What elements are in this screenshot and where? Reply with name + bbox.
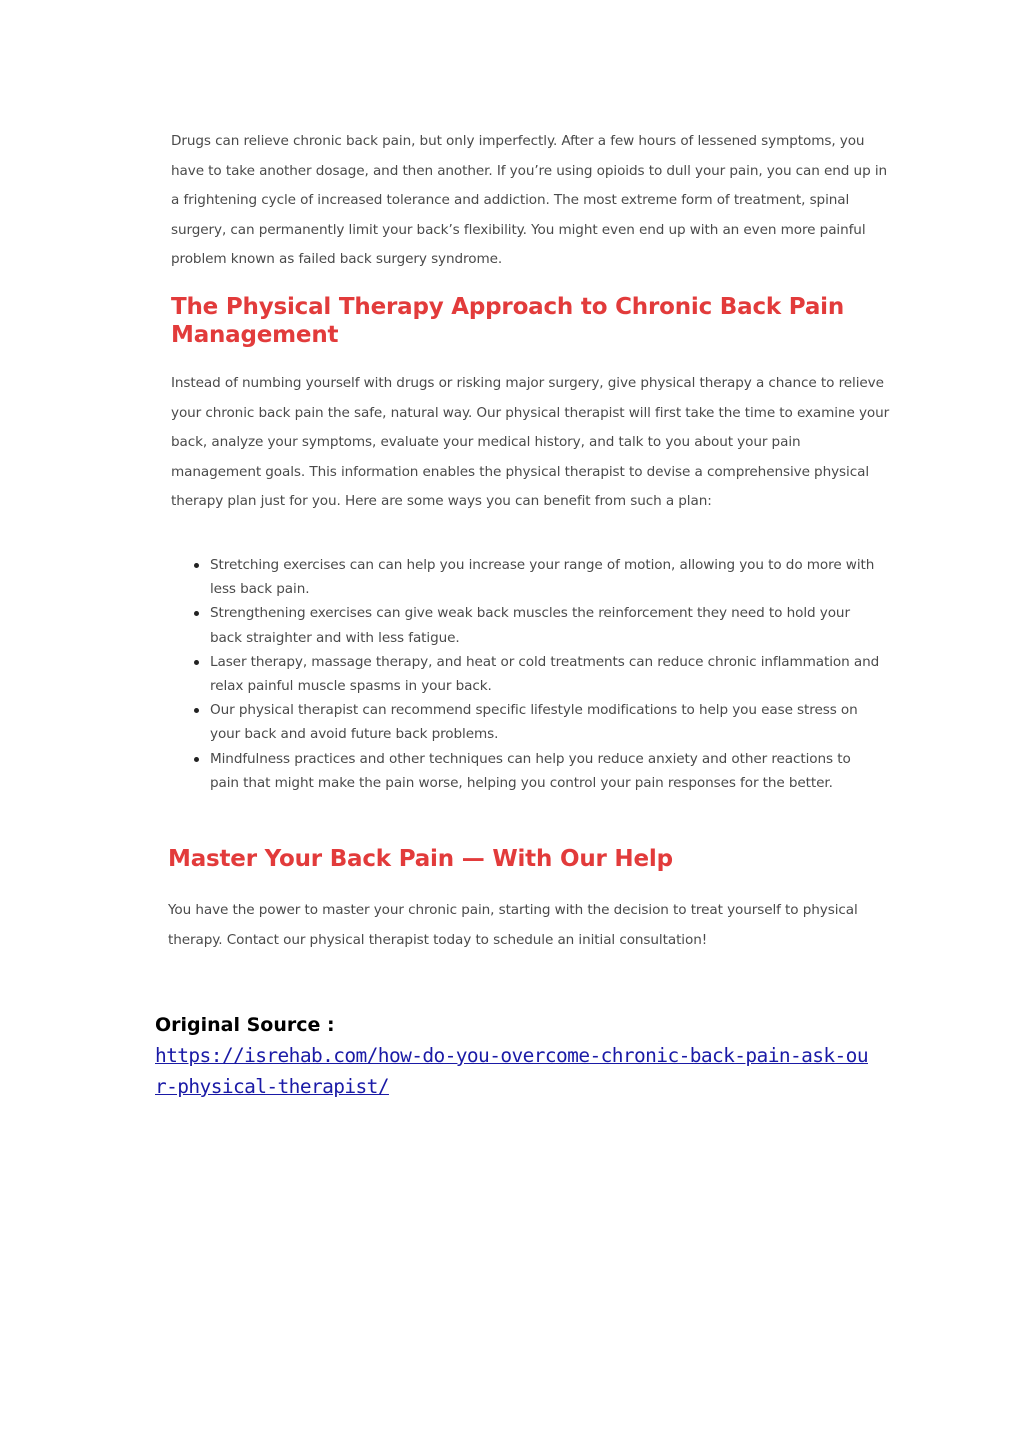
benefits-list [191, 553, 881, 795]
list-item [191, 553, 881, 601]
list-item-text: Laser therapy, massage therapy, and heat or cold treatments can reduce chronic inflammation and relax painful muscle spasms in your back. [210, 653, 880, 695]
bullet-icon [194, 563, 199, 568]
bullet-icon [194, 611, 199, 616]
heading-master-back-pain: Master Your Back Pain — With Our Help [168, 846, 673, 872]
bullet-icon [194, 708, 199, 713]
list-item-text: Stretching exercises can can help you increase your range of motion, allowing you to do more with less back pain. [210, 557, 875, 598]
list-item-text: Mindfulness practices and other techniques can help you reduce anxiety and other reactions to pain that might make the pain worse, helping you control your pain responses for the better. [210, 750, 851, 791]
list-item [191, 698, 881, 746]
paragraph-master: You have the power to master your chronic pain, starting with the decision to treat yourself to physical therapy. Contact our physical therapist today to schedule an initial consultation! [168, 902, 858, 948]
paragraph-drugs: Drugs can relieve chronic back pain, but only imperfectly. After a few hours of lessened symptoms, you have to take another dosage, and then another. If you’re using opioids to dull your pain, you can end up in a frightening cycle of increased tolerance and addiction. The most extreme form of treatment, spinal surgery, can permanently limit your back’s flexibility. You might even end up with an even more painful problem known as failed back surgery syndrome. [171, 133, 888, 268]
list-item [191, 747, 881, 795]
original-source-label: Original Source : [155, 1014, 335, 1036]
heading-physical-therapy-approach: The Physical Therapy Approach to Chronic Back Pain Management [171, 294, 845, 348]
bullet-icon [194, 757, 199, 762]
list-item [191, 601, 881, 649]
list-item-text: Our physical therapist can recommend specific lifestyle modifications to help you ease stress on your back and avoid future back problems. [210, 702, 858, 743]
list-item-text: Strengthening exercises can give weak back muscles the reinforcement they need to hold your back straighter and with less fatigue. [210, 605, 850, 646]
original-source-link[interactable]: https://isrehab.com/how-do-you-overcome-chronic-back-pain-ask-our-physical-therapist/ [155, 1044, 868, 1098]
bullet-icon [194, 660, 199, 665]
list-item [191, 650, 881, 698]
paragraph-approach: Instead of numbing yourself with drugs or risking major surgery, give physical therapy a chance to relieve your chronic back pain the safe, natural way. Our physical therapist will first take the time to examine your back, analyze your symptoms, evaluate your medical history, and talk to you about your pain management goals. This information enables the physical therapist to devise a comprehensive physical therapy plan just for you. Here are some ways you can benefit from such a plan: [171, 375, 890, 510]
